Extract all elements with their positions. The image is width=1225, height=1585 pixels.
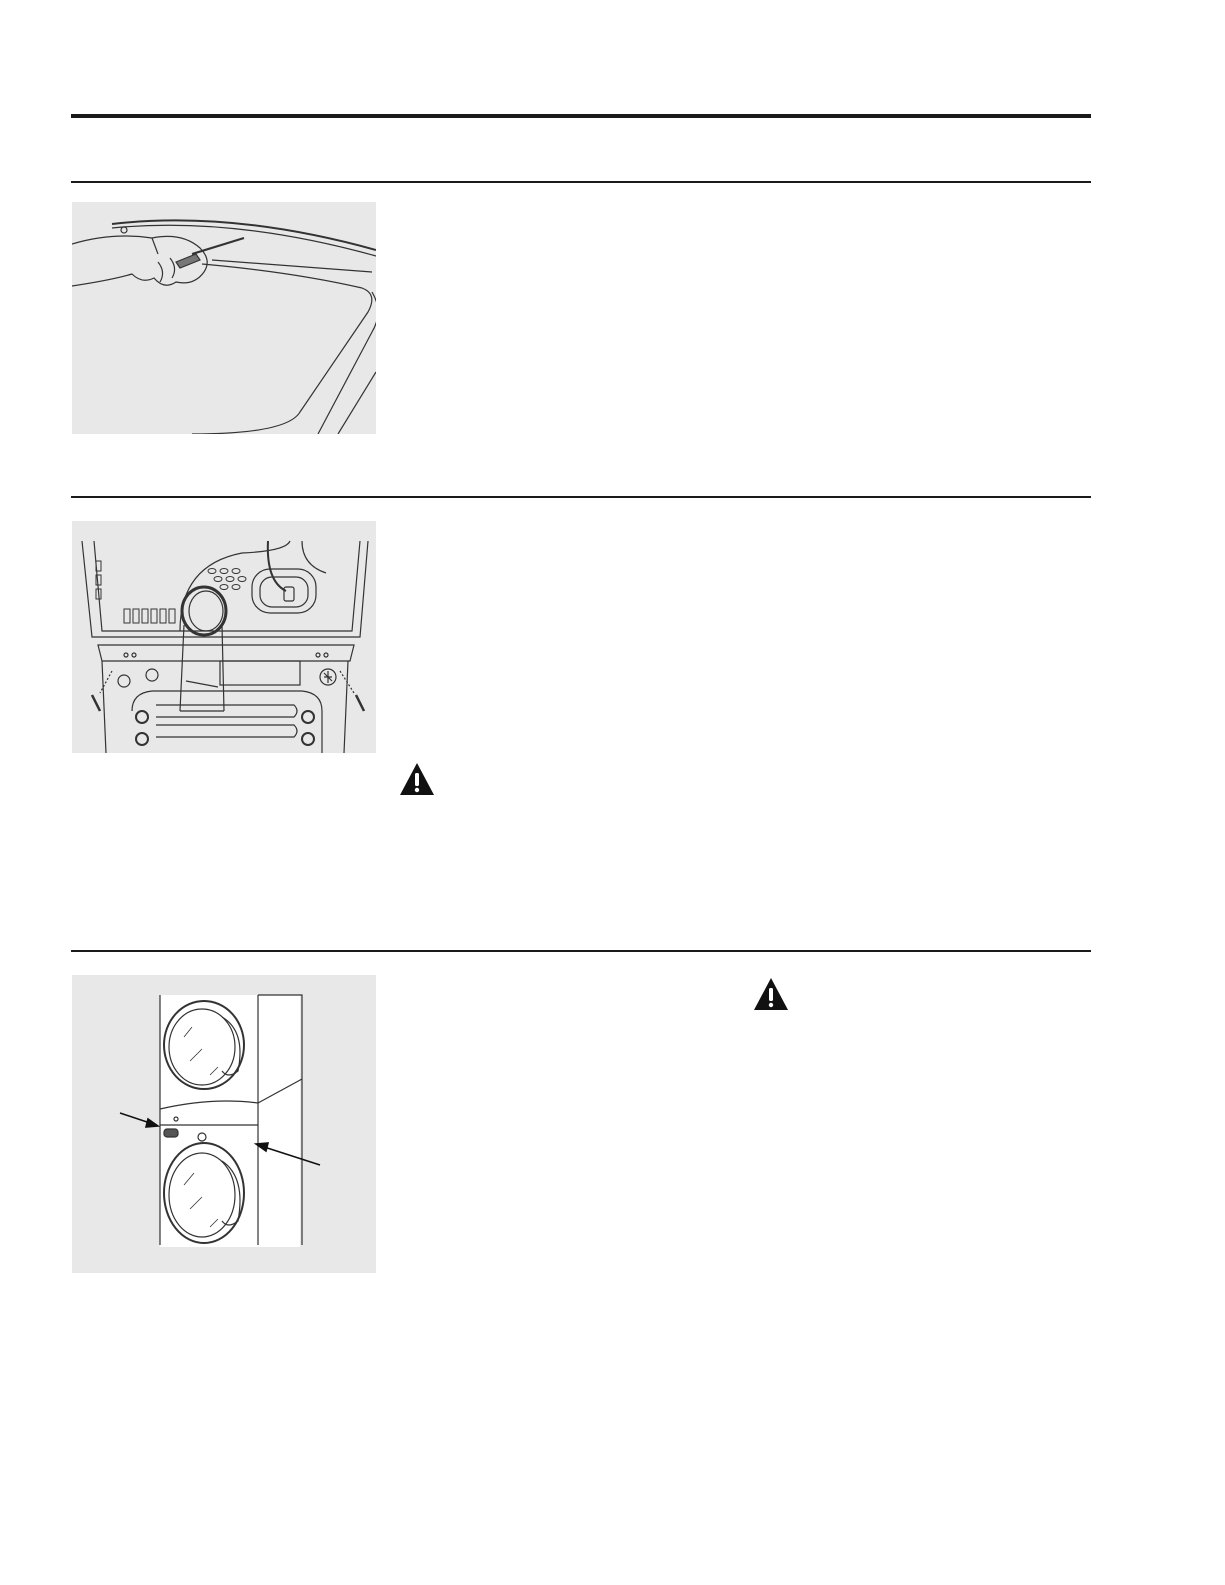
illustration-top-panel bbox=[72, 202, 376, 434]
rear-panel-illustration bbox=[72, 521, 376, 753]
illustration-rear-screws bbox=[72, 521, 376, 753]
section-divider-2 bbox=[71, 496, 1091, 498]
section-divider-1 bbox=[71, 181, 1091, 183]
warning-triangle-icon bbox=[399, 762, 435, 796]
warning-triangle-icon bbox=[753, 977, 789, 1011]
section-divider-3 bbox=[71, 950, 1091, 952]
illustration-stacked-units bbox=[72, 975, 376, 1273]
stacked-washer-dryer-illustration bbox=[72, 975, 376, 1273]
hand-screwdriver-illustration bbox=[72, 202, 376, 434]
header-rule bbox=[71, 114, 1091, 118]
